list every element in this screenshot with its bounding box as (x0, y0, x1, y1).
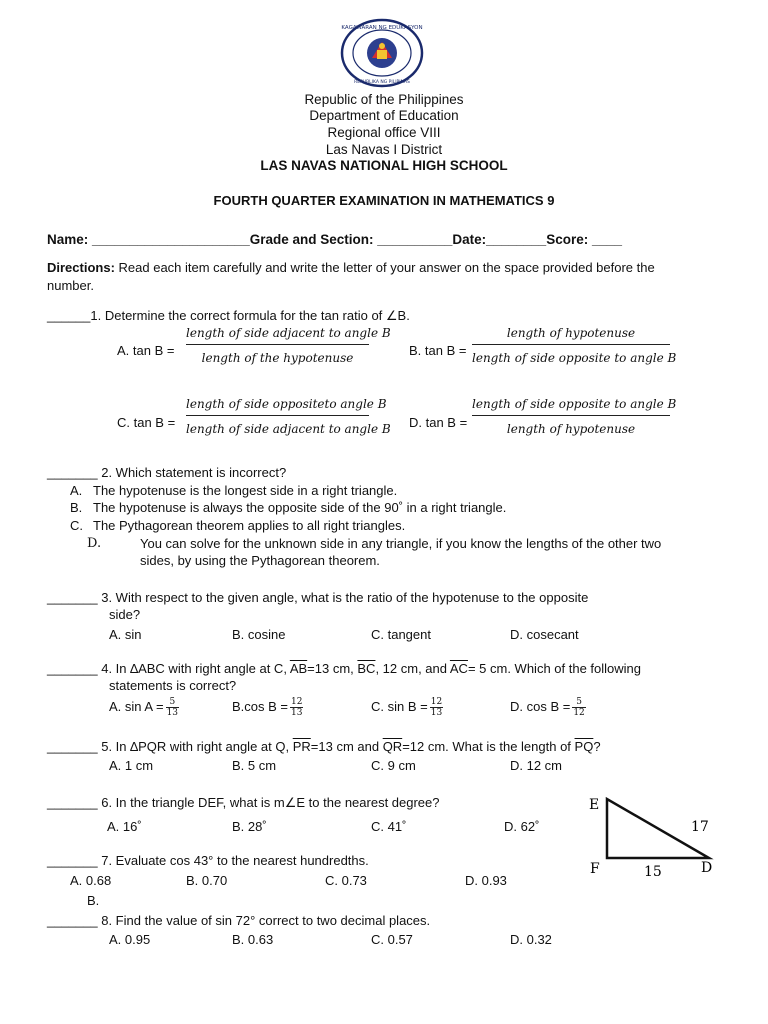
q3-stem-cont: side? (109, 607, 141, 622)
q4-bc: $\overline{BC}$ (357, 661, 376, 676)
q1-c-fraction (186, 397, 391, 436)
q5-pr: $\overline{PR}$ (292, 739, 311, 754)
directions-text: Read each item carefully and write the letter of your answer on the space provided before the (114, 260, 655, 275)
q2-d-cont: sides, by using the Pythagorean theorem. (140, 553, 380, 568)
q1-d-num: length of side opposite to angle B (472, 397, 677, 411)
q1-stem: ______1. Determine the correct formula for the tan ratio of ∠B. (47, 308, 410, 323)
q4-d-num: 5 (572, 697, 585, 708)
q4-c-num: 12 (430, 697, 443, 707)
q1-b-den: length of side opposite to angle B (472, 351, 677, 365)
q1-b-num: length of hypotenuse (506, 326, 636, 340)
q8-c: C. 0.57 (371, 932, 413, 947)
q7-b: B. 0.70 (186, 873, 228, 888)
q8-a: A. 0.95 (109, 932, 151, 947)
q2-c-letter: C. (70, 518, 83, 533)
logo-text-bottom: REPUBLIKA NG PILIPINAS (354, 80, 410, 85)
q6-c: C. 41˚ (371, 819, 407, 834)
q5-qr-val: =12 cm. What is the length of (402, 739, 575, 754)
q8-d: D. 0.32 (510, 932, 552, 947)
directions-text-2: number. (47, 278, 94, 293)
q6-d: D. 62˚ (504, 819, 540, 834)
q1-c-den: length of side adjacent to angle B (186, 422, 391, 436)
q5-pq: $\overline{PQ}$ (574, 739, 594, 754)
q2-b-letter: B. (70, 500, 83, 515)
q4-stem-pre: _______ 4. In ∆ABC with right angle at C, (47, 661, 290, 676)
header-line-4: Las Navas I District (325, 142, 443, 157)
q4-stem (47, 661, 641, 676)
q1-b-fraction (472, 326, 677, 365)
q2-stem: _______ 2. Which statement is incorrect? (47, 465, 287, 480)
q4-b-den: 13 (291, 708, 303, 718)
q4-b-label: B.cos B = (232, 698, 288, 714)
q6-a: A. 16˚ (107, 819, 142, 834)
q5-stem (47, 739, 601, 754)
q3-c: C. tangent (371, 627, 431, 642)
q4-d-den: 12 (573, 708, 585, 718)
q1-a-fraction (186, 326, 391, 365)
q4-b (232, 697, 303, 718)
vertex-f: F (590, 861, 600, 877)
q2-d-letter: D. (87, 536, 102, 551)
q4-b-num: 12 (291, 697, 303, 707)
deped-seal-logo (340, 18, 424, 88)
q2-d: You can solve for the unknown side in any triangle, if you know the lengths of the other two (140, 536, 662, 551)
q5-c: C. 9 cm (371, 758, 416, 773)
header-line-3: Regional office VIII (327, 125, 441, 140)
q7-stray-letter: B. (87, 893, 100, 908)
q6-stem: _______ 6. In the triangle DEF, what is m∠E to the nearest degree? (47, 795, 440, 810)
q4-d (510, 697, 586, 718)
directions (47, 260, 655, 275)
vertex-e: E (589, 797, 600, 813)
q4-ab-val: =13 cm, (307, 661, 358, 676)
q5-qr: $\overline{QR}$ (382, 739, 403, 754)
q7-stem: _______ 7. Evaluate cos 43° to the nearest hundredths. (47, 853, 369, 868)
q4-bc-val: , 12 cm, and (375, 661, 450, 676)
exam-title: FOURTH QUARTER EXAMINATION IN MATHEMATICS 9 (213, 193, 555, 208)
q2-b: The hypotenuse is always the opposite side of the 90˚ in a right triangle. (93, 500, 507, 515)
q3-stem: _______ 3. With respect to the given angle, what is the ratio of the hypotenuse to the opposite (47, 590, 589, 605)
q6-b: B. 28˚ (232, 819, 267, 834)
q7-d: D. 0.93 (465, 873, 507, 888)
q1-c-num: length of side oppositeto angle B (186, 397, 387, 411)
q7-a: A. 0.68 (70, 873, 112, 888)
side-fd-length: 15 (644, 864, 662, 880)
score-label: Score: (546, 232, 589, 247)
q5-b: B. 5 cm (232, 758, 277, 773)
q5-stem-pre: _______ 5. In ∆PQR with right angle at Q, (47, 739, 293, 754)
q4-a (109, 697, 179, 718)
q3-a: A. sin (109, 627, 142, 642)
q1-a-num: length of side adjacent to angle B (186, 326, 391, 340)
school-name: LAS NAVAS NATIONAL HIGH SCHOOL (260, 158, 508, 173)
triangle-def-figure (585, 792, 725, 882)
header-line-2: Department of Education (309, 108, 459, 123)
header-line-1: Republic of the Philippines (304, 92, 464, 107)
q1-d-den: length of hypotenuse (506, 422, 636, 436)
q1-d-label: D. tan B = (409, 415, 468, 430)
name-field[interactable]: _____________________ (92, 232, 250, 247)
q5-d: D. 12 cm (510, 758, 563, 773)
q4-ac-val: = 5 cm. Which of the following (467, 661, 642, 676)
grade-field[interactable]: __________ (377, 232, 453, 247)
student-info-line (47, 232, 622, 247)
q1-d-fraction (472, 397, 677, 436)
q4-d-label: D. cos B = (510, 698, 571, 714)
side-ed-length: 17 (691, 819, 709, 835)
q3-b: B. cosine (232, 627, 286, 642)
name-label: Name: (47, 232, 89, 247)
directions-label: Directions: (47, 260, 115, 275)
q2-a: The hypotenuse is the longest side in a right triangle. (93, 483, 398, 498)
q5-pr-val: =13 cm and (310, 739, 383, 754)
q8-stem: _______ 8. Find the value of sin 72° correct to two decimal places. (47, 913, 431, 928)
q2-a-letter: A. (70, 483, 83, 498)
date-field[interactable]: ________ (486, 232, 547, 247)
q4-c-label: C. sin B = (371, 698, 428, 714)
q2-c: The Pythagorean theorem applies to all right triangles. (93, 518, 406, 533)
q4-c-den: 13 (430, 708, 443, 718)
q7-c: C. 0.73 (325, 873, 367, 888)
q4-ab: $\overline{AB}$ (289, 661, 308, 676)
q4-a-den: 13 (166, 708, 179, 718)
q1-a-label: A. tan B = (117, 343, 175, 358)
q4-c (371, 697, 443, 718)
q4-ac: $\overline{AC}$ (449, 661, 468, 676)
q1-c-label: C. tan B = (117, 415, 176, 430)
score-field[interactable]: ____ (591, 232, 623, 247)
q3-d: D. cosecant (510, 627, 579, 642)
vertex-d: D (701, 860, 713, 876)
q4-a-label: A. sin A = (109, 698, 164, 714)
q1-a-den: length of the hypotenuse (201, 351, 354, 365)
q4-a-num: 5 (166, 697, 179, 708)
logo-text-top: KAGAWARAN NG EDUKASYON (341, 25, 423, 31)
q5-a: A. 1 cm (109, 758, 154, 773)
q8-b: B. 0.63 (232, 932, 274, 947)
grade-label: Grade and Section: (249, 232, 374, 247)
q1-b-label: B. tan B = (409, 343, 467, 358)
q4-stem-cont: statements is correct? (109, 678, 237, 693)
date-label: Date: (452, 232, 487, 247)
q5-pq-end: ? (593, 739, 601, 754)
